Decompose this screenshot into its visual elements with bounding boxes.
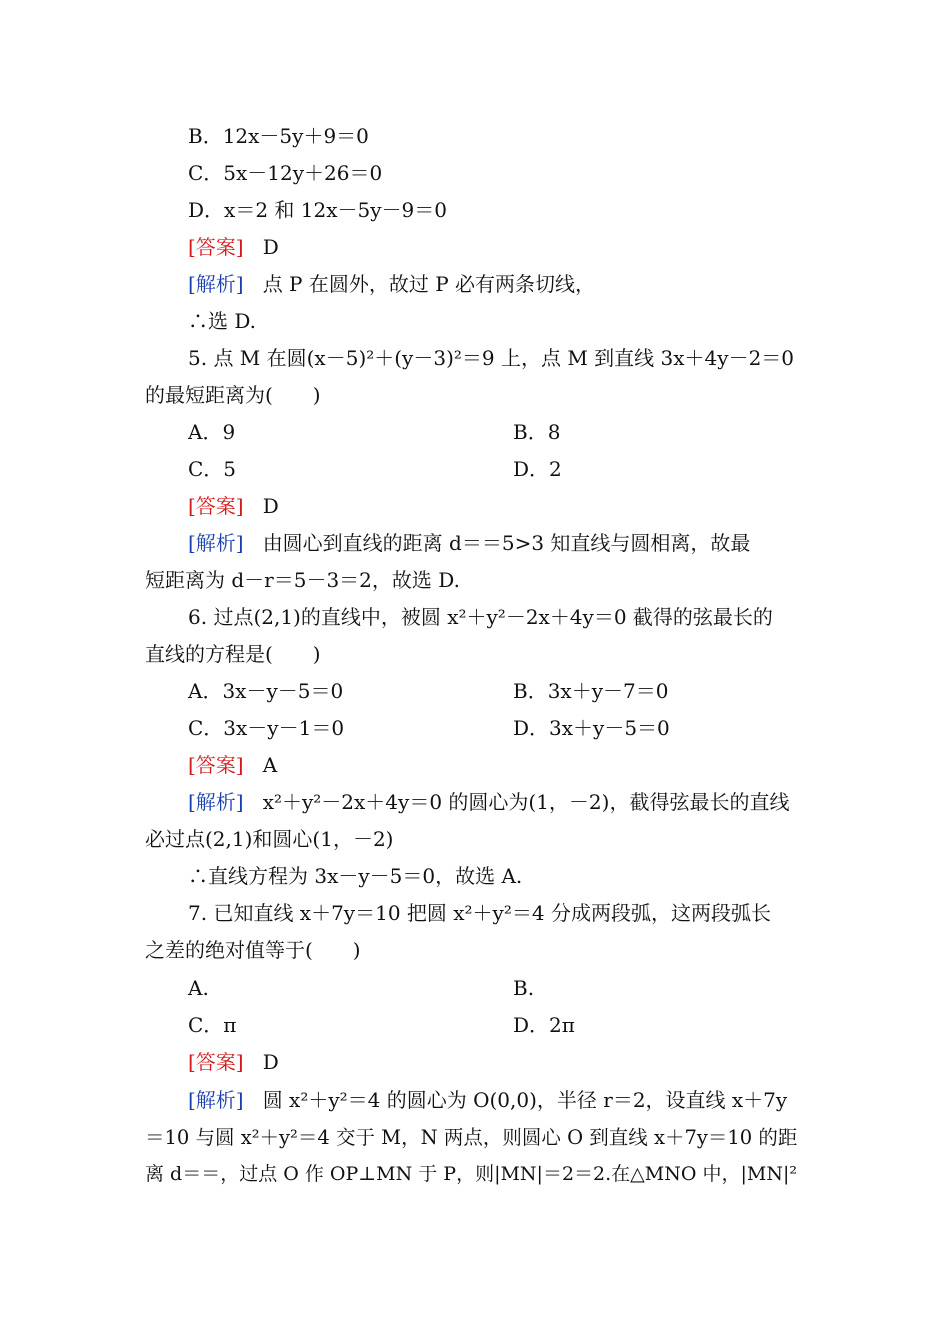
q6-option-d: D．3x＋y－5＝0: [513, 716, 670, 740]
q7-option-a: A.: [188, 976, 209, 1000]
q4-option-b: B．12x－5y＋9＝0: [188, 124, 369, 148]
q6-stem-line2: 直线的方程是( ): [145, 642, 321, 666]
q6-analysis-line2: 必过点(2,1)和圆心(1，－2): [145, 827, 394, 851]
q5-option-a: A．9: [188, 420, 236, 444]
q4-analysis-line: [188, 266, 810, 303]
q4-answer-line: [188, 229, 810, 266]
q7-answer: D: [262, 1050, 279, 1074]
q5-option-d: D．2: [513, 457, 562, 481]
q5-analysis-line2: 短距离为 d－r＝5－3＝2，故选 D.: [145, 568, 460, 592]
q6-option-b: B．3x＋y－7＝0: [513, 679, 669, 703]
q7-analysis-line2: ＝10 与圆 x²＋y²＝4 交于 M，N 两点，则圆心 O 到直线 x＋7y＝10 的距: [145, 1126, 798, 1149]
q6-options-row2: [188, 710, 810, 747]
q6-stem-line1: 6. 过点(2,1)的直线中，被圆 x²＋y²－2x＋4y＝0 截得的弦最长的: [188, 605, 773, 629]
q4-analysis-conclusion: ∴选 D.: [188, 309, 257, 333]
q4-option-c: C．5x－12y＋26＝0: [188, 161, 383, 185]
q6-analysis-line3: ∴直线方程为 3x－y－5＝0，故选 A.: [188, 864, 523, 888]
q4-answer: D: [262, 235, 279, 259]
q7-option-b: B.: [513, 976, 535, 1000]
q5-answer: D: [262, 494, 279, 518]
q7-options-row1: [188, 970, 810, 1007]
q7-analysis-text1: 圆 x²＋y²＝4 的圆心为 O(0,0)，半径 r＝2，设直线 x＋7y: [262, 1088, 788, 1112]
analysis-tag: [解析]: [188, 272, 244, 296]
q5-option-b: B．8: [513, 420, 561, 444]
answer-tag: [答案]: [188, 235, 244, 259]
q5-stem-line2: 的最短距离为( ): [145, 383, 321, 407]
q4-option-d: D．x＝2 和 12x－5y－9＝0: [188, 198, 447, 222]
q6-answer-line: [188, 747, 810, 784]
analysis-tag: [解析]: [188, 1088, 244, 1112]
answer-tag: [答案]: [188, 494, 244, 518]
q5-options-row2: [188, 451, 810, 488]
q7-options-row2: [188, 1007, 810, 1044]
q6-analysis-line1: [188, 784, 810, 821]
q6-answer: A: [262, 753, 278, 777]
q7-option-d: D．2π: [513, 1013, 575, 1037]
q5-answer-line: [188, 488, 810, 525]
q7-analysis-line3: 离 d＝＝，过点 O 作 OP⊥MN 于 P，则|MN|＝2＝2.在△MNO 中，|MN|²: [145, 1163, 797, 1185]
q6-option-a: A．3x－y－5＝0: [188, 679, 344, 703]
q5-stem-line1: 5. 点 M 在圆(x－5)²＋(y－3)²＝9 上，点 M 到直线 3x＋4y－2＝0: [188, 346, 795, 370]
q6-options-row1: [188, 673, 810, 710]
q5-options-row1: [188, 414, 810, 451]
q4-analysis: 点 P 在圆外，故过 P 必有两条切线，: [262, 272, 596, 296]
q7-answer-line: [188, 1044, 810, 1081]
answer-tag: [答案]: [188, 753, 244, 777]
q7-stem-line2: 之差的绝对值等于( ): [145, 938, 361, 962]
q5-analysis-line1: [188, 525, 810, 562]
analysis-tag: [解析]: [188, 531, 244, 555]
q7-stem-line1: 7. 已知直线 x＋7y＝10 把圆 x²＋y²＝4 分成两段弧，这两段弧长: [188, 901, 771, 925]
q7-analysis-line1: [188, 1082, 810, 1119]
analysis-tag: [解析]: [188, 790, 244, 814]
q5-analysis-text1: 由圆心到直线的距离 d＝＝5>3 知直线与圆相离，故最: [262, 531, 751, 555]
q6-option-c: C．3x－y－1＝0: [188, 716, 345, 740]
q5-option-c: C．5: [188, 457, 237, 481]
answer-tag: [答案]: [188, 1050, 244, 1074]
q6-analysis-text1: x²＋y²－2x＋4y＝0 的圆心为(1，－2)，截得弦最长的直线: [262, 790, 790, 814]
q7-option-c: C．π: [188, 1013, 237, 1037]
